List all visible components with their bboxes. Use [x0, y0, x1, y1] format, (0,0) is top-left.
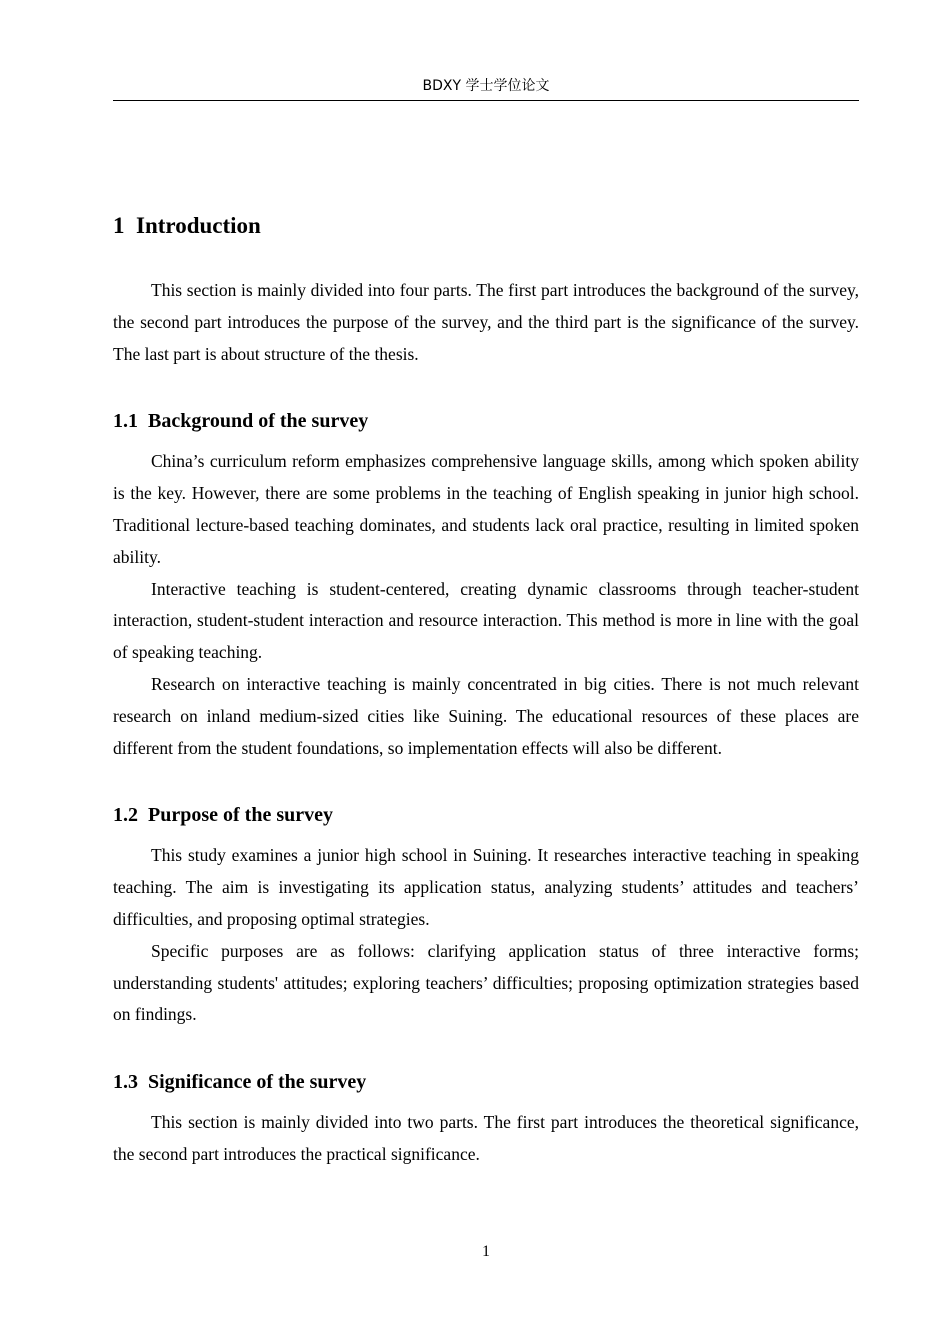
chapter-heading	[113, 208, 859, 244]
running-header: BDXY 学士学位论文	[422, 78, 550, 94]
section-number: 1.2	[113, 804, 138, 827]
section-heading-significance	[113, 1065, 859, 1099]
section-number: 1.1	[113, 410, 138, 433]
paragraph: Interactive teaching is student-centered, creating dynamic classrooms through teacher-student interaction, student-student interaction and resource interaction. This method is more in line with the goal of speaking teaching.	[113, 578, 859, 663]
section-heading-purpose	[113, 798, 859, 832]
page-body	[113, 208, 859, 1171]
paragraph: China’s curriculum reform emphasizes comprehensive language skills, among which spoken ability is the key. However, there are some problems in the teaching of English speaking in junior high school. Traditional lecture-based teaching dominates, and students lack oral practice, resulting in limited spoken ability.	[113, 451, 859, 567]
paragraph: This section is mainly divided into two parts. The first part introduces the theoretical significance, the second part introduces the practical significance.	[113, 1112, 859, 1164]
header-rule	[113, 100, 859, 101]
section-title: Background of the survey	[148, 410, 369, 433]
paragraph: This study examines a junior high school in Suining. It researches interactive teaching in speaking teaching. The aim is investigating its application status, analyzing students’ attitudes and teachers’ difficulties, and proposing optimal strategies.	[113, 845, 859, 929]
section-title: Purpose of the survey	[148, 804, 333, 827]
section-title: Significance of the survey	[148, 1071, 367, 1094]
page-number: 1	[482, 1243, 490, 1260]
chapter-intro-paragraph: This section is mainly divided into four parts. The first part introduces the background of the survey, the second part introduces the purpose of the survey, and the third part is the significance of the survey. The last part is about structure of the thesis.	[113, 280, 859, 364]
chapter-title: Introduction	[136, 213, 261, 238]
section-heading-background	[113, 404, 859, 438]
chapter-number: 1	[113, 213, 125, 238]
paragraph: Research on interactive teaching is mainly concentrated in big cities. There is not much relevant research on inland medium-sized cities like Suining. The educational resources of these places are different from the student foundations, so implementation effects will also be different.	[113, 673, 859, 758]
paragraph: Specific purposes are as follows: clarifying application status of three interactive forms; understanding students' attitudes; exploring teachers’ difficulties; proposing optimization strategies based on findings.	[113, 940, 859, 1025]
section-number: 1.3	[113, 1071, 138, 1094]
